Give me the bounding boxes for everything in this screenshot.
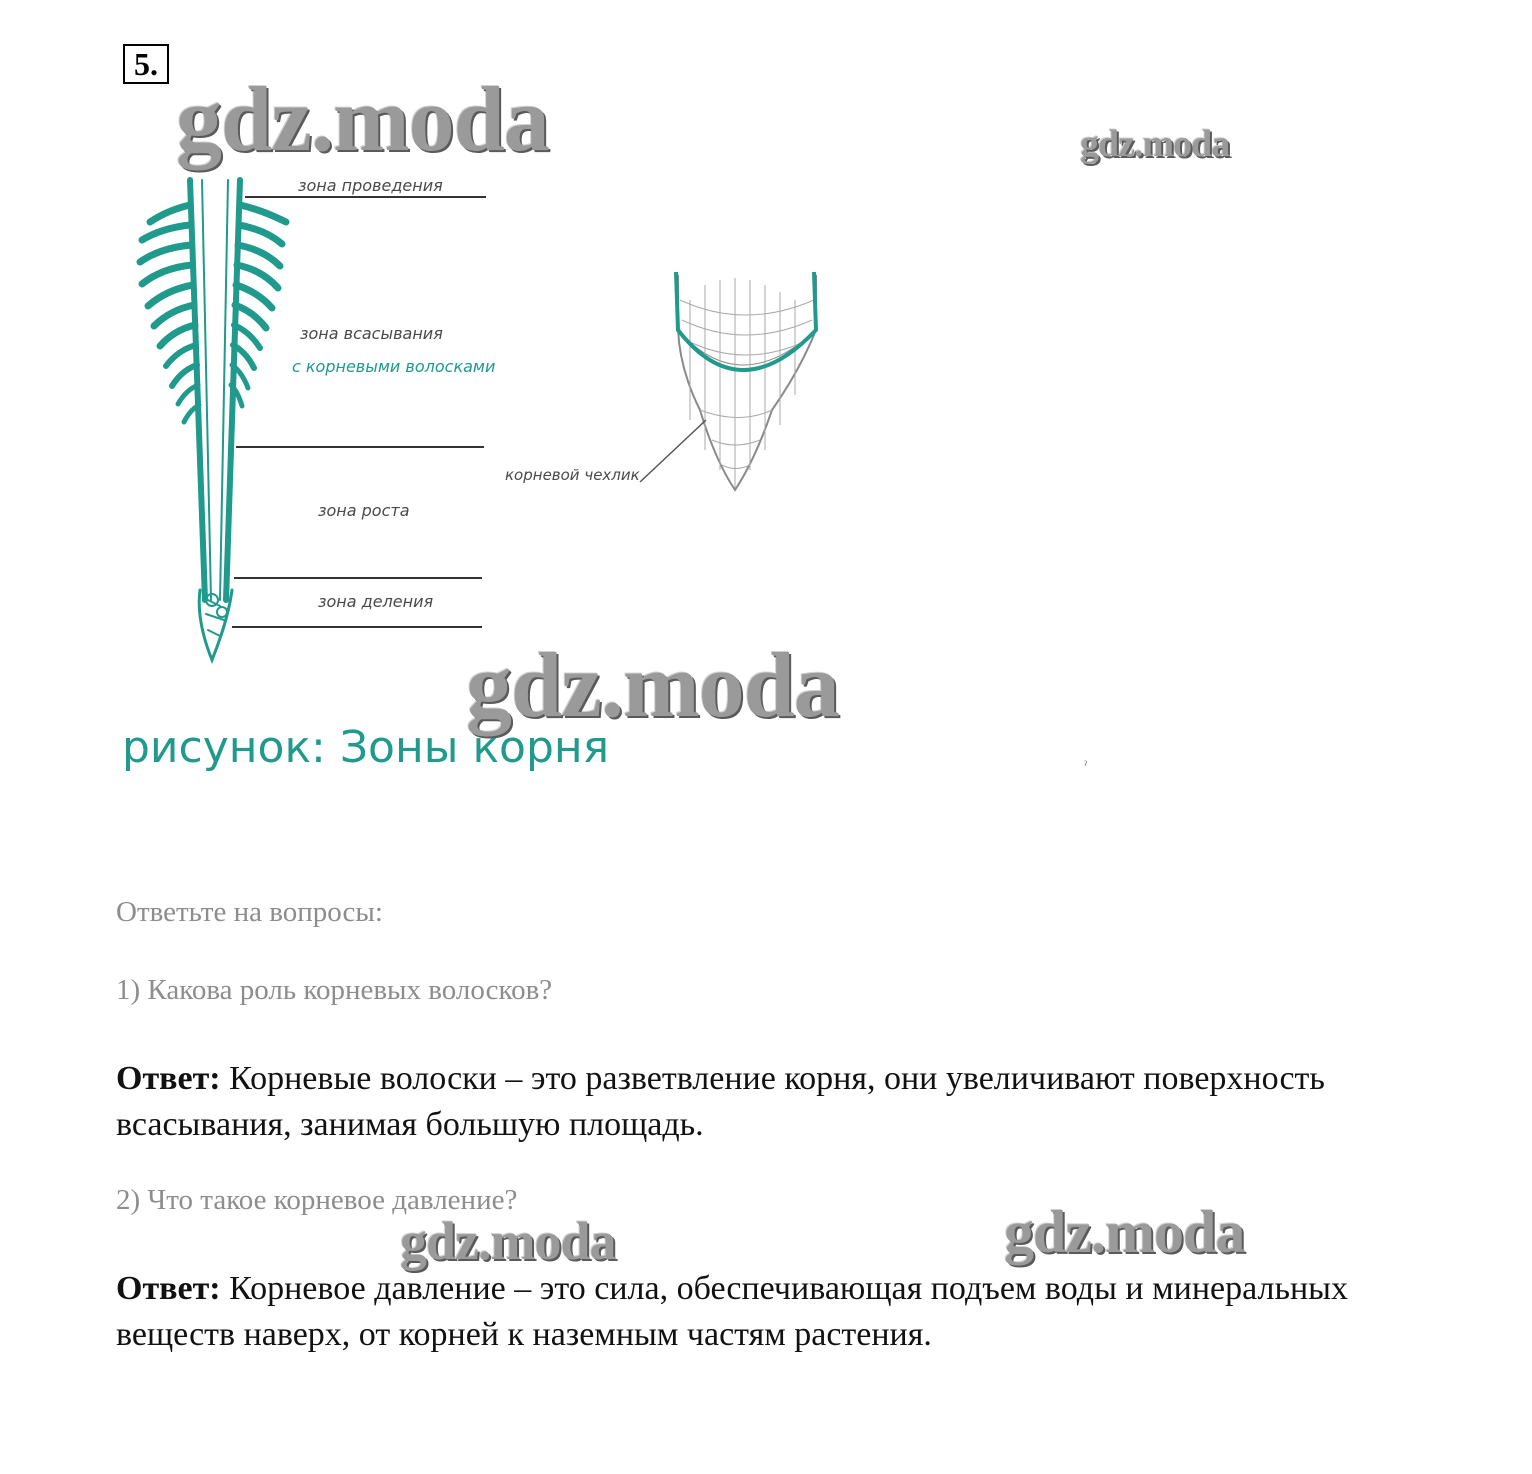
- watermark: gdz.moda: [466, 634, 839, 736]
- watermark: gdz.moda: [400, 1211, 616, 1271]
- stray-mark: ˀ: [1084, 758, 1087, 772]
- answer-1: [116, 1056, 1356, 1148]
- questions-intro: Ответьте на вопросы:: [116, 896, 383, 928]
- root-illustration: [140, 180, 286, 660]
- zone-label-division: зона деления: [318, 592, 434, 611]
- answer-2: [116, 1266, 1356, 1358]
- zone-label-growth: зона роста: [318, 501, 410, 520]
- root-zones-diagram: [0, 0, 900, 700]
- root-cap-illustration: [640, 272, 816, 490]
- zone-label-root-cap: корневой чехлик: [505, 466, 640, 484]
- zone-label-root-hairs: с корневыми волосками: [292, 357, 496, 376]
- answer-text: Корневые волоски – это разветвление корня, они увеличивают поверхность всасывания, занимая большую площадь.: [116, 1060, 1325, 1143]
- watermark: gdz.moda: [176, 68, 549, 170]
- answer-label: Ответ:: [116, 1270, 221, 1307]
- zone-label-conduction: зона проведения: [298, 176, 443, 195]
- answer-text: Корневое давление – это сила, обеспечивающая подъем воды и минеральных веществ наверх, от корней к наземным частям растения.: [116, 1270, 1349, 1353]
- watermark: gdz.moda: [1004, 1199, 1245, 1265]
- question-2: 2) Что такое корневое давление?: [116, 1184, 518, 1216]
- question-1: 1) Какова роль корневых волосков?: [116, 974, 553, 1006]
- task-number: 5.: [123, 44, 169, 84]
- answer-label: Ответ:: [116, 1060, 221, 1097]
- watermark: gdz.moda: [1080, 123, 1230, 165]
- zone-label-absorption: зона всасывания: [300, 324, 443, 343]
- figure-caption: рисунок: Зоны корня: [122, 722, 610, 773]
